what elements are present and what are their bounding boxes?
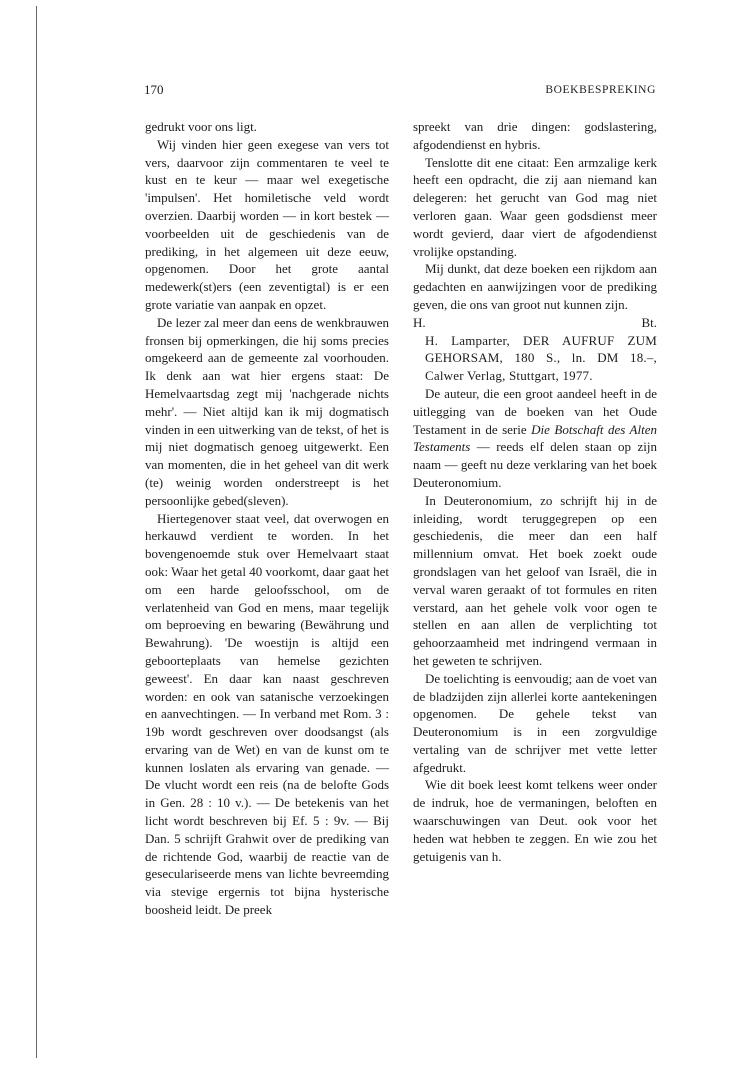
left-paragraph-3: De lezer zal meer dan eens de wenkbrauwen fronsen bij opmerkingen, die hij soms precies omgekeerd aan de gemeente zal voorhouden. Ik denk aan wat hier ergens staat: De Hemelvaartsdag zegt mij 'nachgerade nichts mehr'. — Niet altijd kan ik mij dogmatisch vinden in een uitwerking van de tekst, of het is mij niet dogmatisch genoeg uitgewerkt. Een van momenten, die in het geheel van dit werk (te) weinig worden onderstreept is het persoonlijke gebed(sleven).	[145, 314, 389, 508]
right-paragraph-2: Tenslotte dit ene citaat: Een armzalige kerk heeft een opdracht, die zij aan niemand kan delegeren: het gerucht van God mag niet verloren gaan. Waar geen godsdienst meer wordt gevierd, daar viert de afgodendienst vrolijke opstanding.	[413, 154, 657, 259]
left-paragraph-1: gedrukt voor ons ligt.	[145, 119, 257, 134]
left-paragraph-4: Hiertegenover staat veel, dat overwogen en herkauwd verdient te worden. In het bovengenoemde stuk over Hemelvaart staat ook: Waar het getal 40 voorkomt, daar gaat het om een harde geloofsschool, om de verlatenheid van God en mens, maar tegelijk om beproeving en bewaring (Bewährung und Bewahrung). 'De woestijn is altijd een geboorteplaats van hemelse gezichten geweest'. En daar kan naast geschreven worden: en ook van satanische verzoekingen en aanvechtingen. — In verband met Rom. 3 : 19b wordt geschreven over doodsangst (als ervaring van de Wet) en van de kunst om te kunnen loslaten als ervaring van genade. — De vlucht wordt een reis (na de belofte Gods in Gen. 28 : 10 v.). — De betekenis van het licht wordt beschreven bij Ef. 5 : 9v. — Bij Dan. 5 schrijft Grahwit over de prediking van de richtende God, waarbij de reactie van de geseculariseerde mens van lichte bevreemding via stevige ergernis tot bijna hysterische boosheid leidt. De preek	[145, 510, 389, 918]
review-signature	[413, 314, 657, 332]
signature-abbrev: Bt.	[641, 314, 657, 330]
right-paragraph-7: Wie dit boek leest komt telkens weer onder de indruk, hoe de vermaningen, beloften en waarschuwingen van Deut. ook voor het heden wat hebben te zeggen. En wie zou het getuigenis van h.	[413, 777, 657, 864]
left-paragraph-2: Wij vinden hier geen exegese van vers tot vers, daarvoor zijn commentaren te veel te kust en te keur — maar wel exegetische 'impulsen'. Het homiletische veld wordt overzien. Daarbij worden — in kort bestek — voorbeelden uit de geschiedenis van de prediking, in het algemeen uit deze eeuw, opgenomen. Door het grote aantal medewerk(st)ers (een zeventigtal) is er een grote variatie van aanpak en opzet.	[145, 136, 389, 312]
right-paragraph-4	[413, 385, 657, 492]
right-column	[413, 118, 657, 865]
right-paragraph-1: spreekt van drie dingen: godslastering, afgodendienst en hybris.	[413, 119, 657, 152]
left-column	[145, 118, 389, 919]
review-heading: H. Lamparter, DER AUFRUF ZUM GEHORSAM, 180 S., ln. DM 18.–, Calwer Verlag, Stuttgart, 1977.	[425, 332, 657, 384]
series-title: Die Botschaft des Alten Testaments	[413, 421, 657, 455]
scan-edge-line	[36, 6, 37, 1058]
right-paragraph-5: In Deuteronomium, zo schrijft hij in de inleiding, wordt teruggegrepen op een geschiedenis, die meer dan een half millennium omvat. Het boek zoekt oude grondslagen van het geloof van Israël, die in verval waren geraakt of tot formules en riten verstard, aan het gehele volk voor ogen te stellen en aan allen de verplichting tot gehoorzaamheid met indringend vermaan in het geweten te schrijven.	[413, 492, 657, 668]
signature-initial: H.	[413, 314, 426, 330]
running-head: BOEKBESPREKING	[545, 84, 656, 96]
right-paragraph-4-text-a: De auteur, die een groot aandeel heeft in de uitlegging van de boeken van het Oude Testament in de serie	[413, 385, 657, 437]
right-paragraph-6: De toelichting is eenvoudig; aan de voet van de bladzijden zijn allerlei korte aantekeningen opgenomen. De gehele tekst van Deuteronomium is in een zorgvuldige vertaling van de schrijver met vette letter afgedrukt.	[413, 670, 657, 775]
right-paragraph-3: Mij dunkt, dat deze boeken een rijkdom aan gedachten en aanwijzingen voor de prediking geven, die ons van groot nut kunnen zijn.	[413, 261, 657, 312]
right-paragraph-4-text-b: — reeds elf delen staan op zijn naam — geeft nu deze verklaring van het boek Deuteronomium.	[413, 439, 657, 490]
page-number: 170	[144, 82, 164, 97]
